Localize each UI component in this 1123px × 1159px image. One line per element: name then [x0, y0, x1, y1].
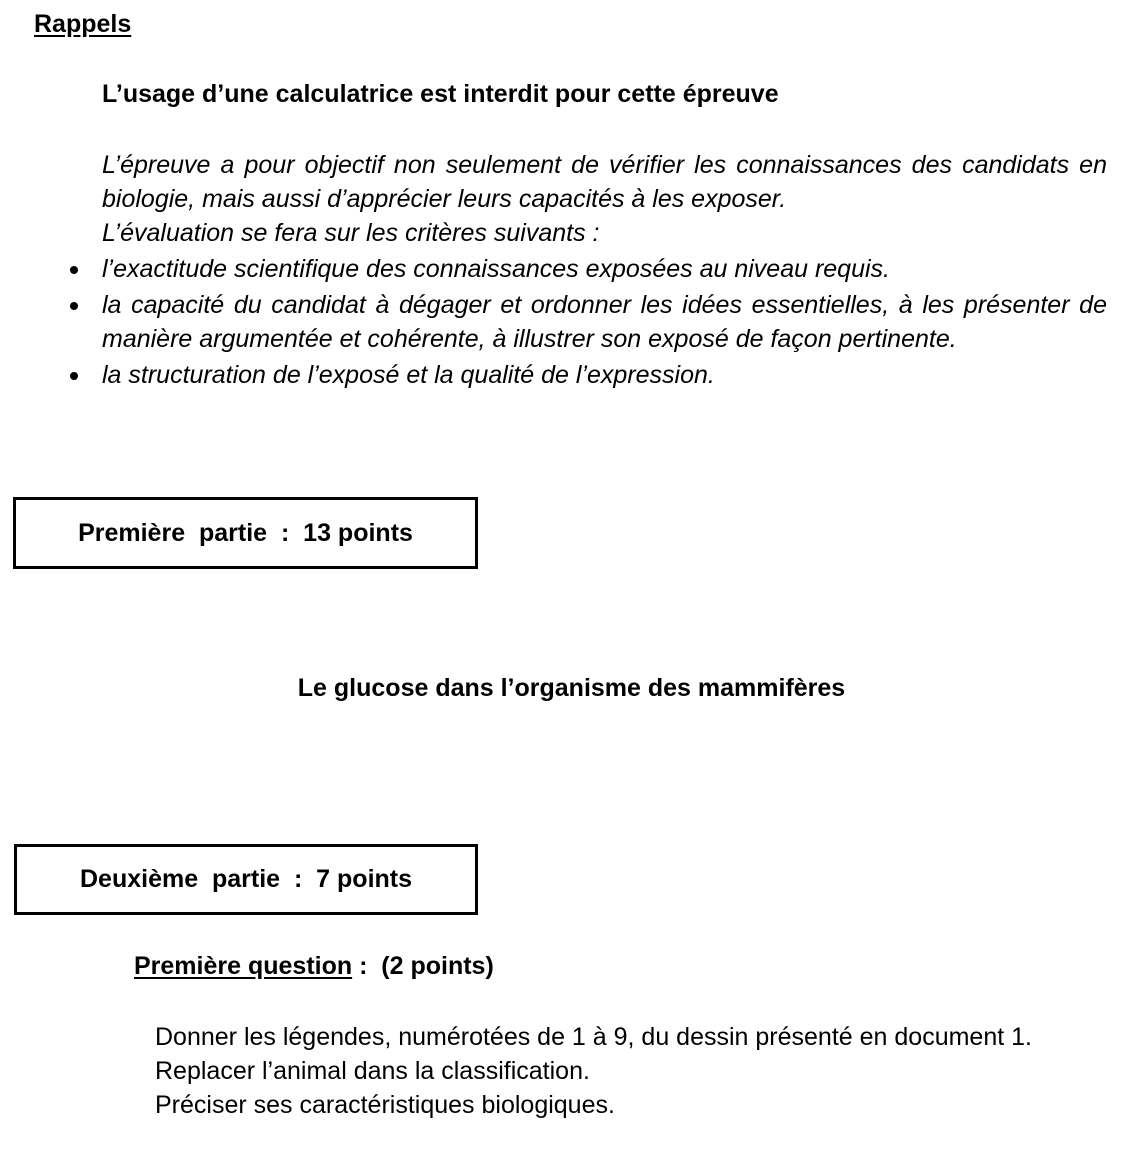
- part-one-label: Première partie : 13 points: [78, 518, 413, 547]
- part-two-label: Deuxième partie : 7 points: [79, 865, 413, 893]
- criteria-list: [66, 252, 1107, 394]
- objective-text: L’épreuve a pour objectif non seulement de vérifier les connaissances des candidats en biologie, mais aussi d’apprécier leurs capacités à les exposer.: [102, 151, 1107, 213]
- instruction-line: Donner les légendes, numérotées de 1 à 9, du dessin présenté en document 1.: [155, 1023, 1032, 1051]
- criteria-intro-text: L’évaluation se fera sur les critères suivants :: [102, 219, 600, 247]
- list-item: [66, 288, 1107, 356]
- bullet-icon: [70, 302, 78, 310]
- question-instructions: [155, 1020, 1107, 1122]
- list-item: [66, 252, 1107, 286]
- section-title-rappels: Rappels: [34, 10, 132, 38]
- list-item: [66, 358, 1107, 392]
- criterion-text: la capacité du candidat à dégager et ordonner les idées essentielles, à les présenter de manière argumentée et cohérente, à illustrer son exposé de façon pertinente.: [102, 291, 1107, 353]
- bullet-icon: [70, 266, 78, 274]
- calculator-notice: L’usage d’une calculatrice est interdit pour cette épreuve: [102, 80, 779, 108]
- criterion-text: l’exactitude scientifique des connaissances exposées au niveau requis.: [102, 255, 890, 283]
- instruction-line: Préciser ses caractéristiques biologiques.: [155, 1091, 615, 1119]
- part-two-box: [14, 844, 478, 915]
- part-one-topic: Le glucose dans l’organisme des mammifères: [297, 674, 846, 702]
- criterion-text: la structuration de l’exposé et la qualité de l’expression.: [102, 361, 715, 389]
- part-one-box: [13, 497, 478, 569]
- bullet-icon: [70, 372, 78, 380]
- intro-paragraph: [102, 148, 1107, 250]
- instruction-line: Replacer l’animal dans la classification.: [155, 1057, 590, 1085]
- question-heading: [134, 952, 494, 981]
- question-points: : (2 points): [352, 952, 494, 980]
- question-title: Première question: [134, 952, 353, 980]
